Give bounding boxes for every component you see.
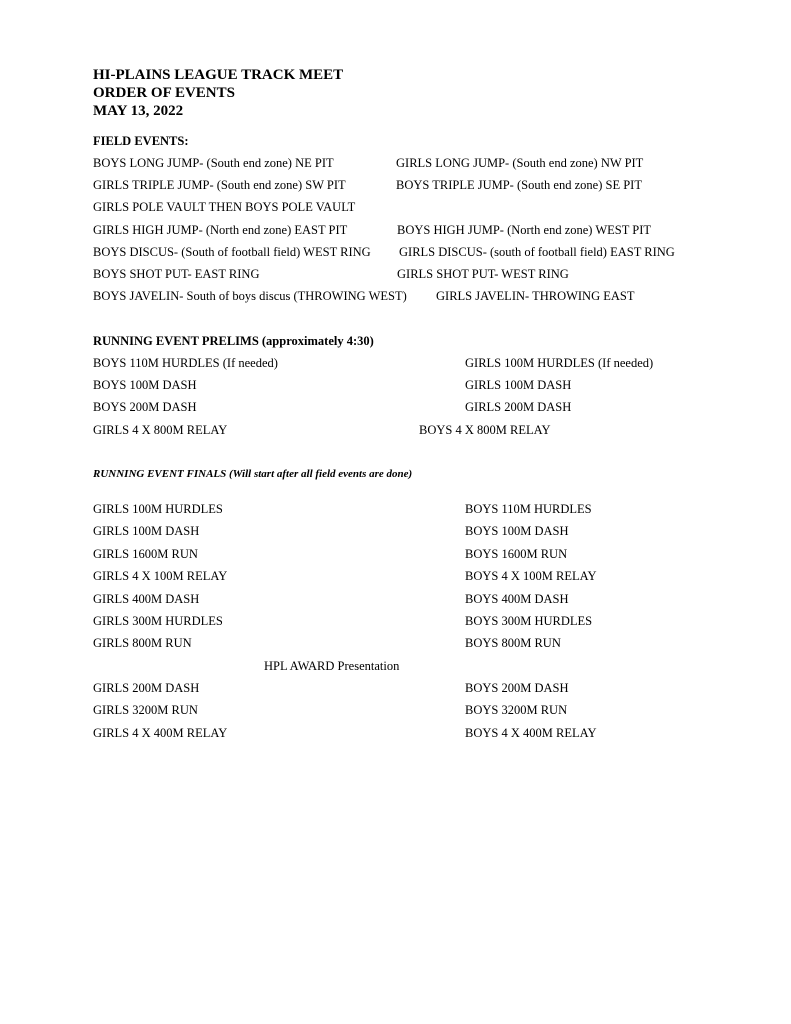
final-event-left: GIRLS 4 X 400M RELAY xyxy=(93,726,228,740)
final-event-left: GIRLS 3200M RUN xyxy=(93,703,198,717)
prelim-event-left: BOYS 200M DASH xyxy=(93,400,197,414)
final-event-left: GIRLS 300M HURDLES xyxy=(93,614,223,628)
field-event-right: BOYS HIGH JUMP- (North end zone) WEST PIT xyxy=(397,223,652,237)
final-event-left: GIRLS 200M DASH xyxy=(93,681,200,695)
field-event-right: GIRLS SHOT PUT- WEST RING xyxy=(397,267,569,281)
final-event-left: GIRLS 400M DASH xyxy=(93,592,200,606)
final-event-left: GIRLS 800M RUN xyxy=(93,636,192,650)
final-event-left: GIRLS 100M HURDLES xyxy=(93,502,223,516)
field-event-left: BOYS JAVELIN- South of boys discus (THROWING WEST) xyxy=(93,289,407,303)
field-event-left: GIRLS TRIPLE JUMP- (South end zone) SW PIT xyxy=(93,178,346,192)
title-line-2: ORDER OF EVENTS xyxy=(93,85,235,101)
final-event-right: BOYS 200M DASH xyxy=(465,681,569,695)
final-event-right: BOYS 100M DASH xyxy=(465,524,569,538)
prelim-event-right: GIRLS 200M DASH xyxy=(465,400,572,414)
prelim-event-right: GIRLS 100M DASH xyxy=(465,378,572,392)
prelims-heading: RUNNING EVENT PRELIMS (approximately 4:30) xyxy=(93,334,374,348)
field-events-heading: FIELD EVENTS: xyxy=(93,134,189,148)
title-date: MAY 13, 2022 xyxy=(93,103,184,119)
prelim-event-right: GIRLS 100M HURDLES (If needed) xyxy=(465,356,654,370)
final-event-left: GIRLS 100M DASH xyxy=(93,524,200,538)
field-event-right: GIRLS DISCUS- (south of football field) EAST RING xyxy=(399,245,675,259)
final-event-right: BOYS 110M HURDLES xyxy=(465,502,592,516)
final-event-right: BOYS 300M HURDLES xyxy=(465,614,593,628)
field-event-left: GIRLS POLE VAULT THEN BOYS POLE VAULT xyxy=(93,200,356,214)
final-event-right: BOYS 1600M RUN xyxy=(465,547,568,561)
final-event-right: BOYS 3200M RUN xyxy=(465,703,568,717)
prelim-event-right: BOYS 4 X 800M RELAY xyxy=(419,423,551,437)
final-event-left: GIRLS 4 X 100M RELAY xyxy=(93,569,228,583)
field-event-right: BOYS TRIPLE JUMP- (South end zone) SE PIT xyxy=(396,178,642,192)
final-event-right: BOYS 400M DASH xyxy=(465,592,569,606)
field-event-right: GIRLS LONG JUMP- (South end zone) NW PIT xyxy=(396,156,644,170)
field-event-left: BOYS SHOT PUT- EAST RING xyxy=(93,267,260,281)
field-event-left: BOYS LONG JUMP- (South end zone) NE PIT xyxy=(93,156,334,170)
final-event-right: BOYS 4 X 400M RELAY xyxy=(465,726,597,740)
prelim-event-left: BOYS 100M DASH xyxy=(93,378,197,392)
prelim-event-left: GIRLS 4 X 800M RELAY xyxy=(93,423,228,437)
title-line-1: HI-PLAINS LEAGUE TRACK MEET xyxy=(93,67,344,83)
award-presentation: HPL AWARD Presentation xyxy=(264,659,400,673)
final-event-right: BOYS 4 X 100M RELAY xyxy=(465,569,597,583)
prelim-event-left: BOYS 110M HURDLES (If needed) xyxy=(93,356,278,370)
finals-heading: RUNNING EVENT FINALS (Will start after all field events are done) xyxy=(93,468,413,480)
final-event-left: GIRLS 1600M RUN xyxy=(93,547,198,561)
field-event-left: BOYS DISCUS- (South of football field) WEST RING xyxy=(93,245,371,259)
field-event-right: GIRLS JAVELIN- THROWING EAST xyxy=(436,289,635,303)
final-event-right: BOYS 800M RUN xyxy=(465,636,561,650)
field-event-left: GIRLS HIGH JUMP- (North end zone) EAST PIT xyxy=(93,223,348,237)
